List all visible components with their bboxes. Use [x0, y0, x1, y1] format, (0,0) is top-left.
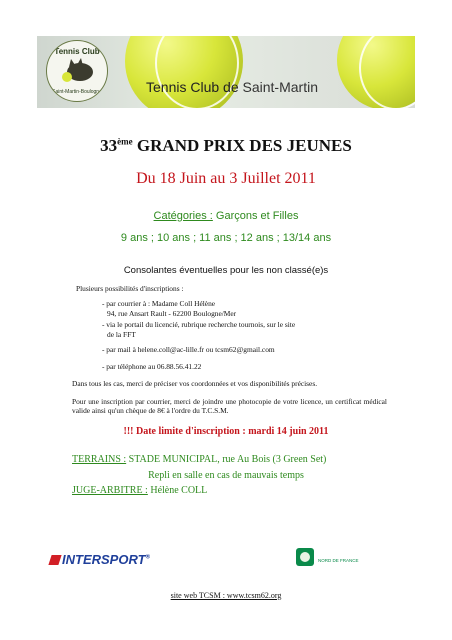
inscription-adresse: 94, rue Ansart Rault - 62200 Boulogne/Mer — [107, 309, 237, 318]
inscription-telephone: - par téléphone au 06.88.56.41.22 — [102, 362, 202, 371]
website-link[interactable]: site web TCSM : www.tcsm62.org — [170, 591, 282, 600]
inscription-portail-suite: de la FFT — [107, 330, 136, 339]
intersport-text: INTERSPORT — [62, 552, 146, 567]
club-name-prefix: Tennis Club de — [146, 79, 243, 95]
club-name-suffix: Saint-Martin — [242, 79, 318, 95]
categories-line — [0, 210, 452, 222]
logo-top-text: Tennis Club — [54, 47, 100, 56]
event-name: GRAND PRIX DES JEUNES — [132, 136, 352, 155]
deadline-notice: !!! Date limite d'inscription : mardi 14 juin 2011 — [123, 426, 329, 437]
paragraph-courrier: Pour une inscription par courrier, merci de joindre une photocopie de votre licence, un certificat médical valide ainsi qu'un chèque de 8€ à l'ordre du T.C.S.M. — [72, 397, 387, 415]
logo-bottom-text: Saint-Martin-Boulogne — [52, 89, 102, 95]
repli-note: Repli en salle en cas de mauvais temps — [148, 470, 304, 481]
edition-superscript: ème — [117, 136, 133, 147]
credit-agricole-icon — [296, 548, 314, 566]
inscriptions-intro: Plusieurs possibilités d'inscriptions : — [76, 284, 184, 293]
consolantes-note: Consolantes éventuelles pour les non classé(e)s — [123, 265, 329, 276]
terrains-label: TERRAINS : — [72, 454, 127, 465]
juge-arbitre-label: JUGE-ARBITRE : — [72, 485, 148, 496]
credit-agricole-text: NORD DE FRANCE — [318, 558, 359, 563]
event-dates: Du 18 Juin au 3 Juillet 2011 — [136, 170, 316, 187]
categories-label: Catégories : — [153, 210, 213, 222]
inscription-portail: - via le portail du licencié, rubrique recherche tournois, sur le site — [102, 320, 296, 329]
paragraph-coordonnees: Dans tous les cas, merci de préciser vos coordonnées et vos disponibilités précises. — [72, 379, 318, 388]
intersport-mark-icon — [48, 555, 61, 565]
inscription-courrier: - par courrier à : Madame Coll Hélène — [102, 299, 216, 308]
juge-arbitre-line — [72, 485, 207, 496]
terrains-value: STADE MUNICIPAL, rue Au Bois (3 Green Set) — [126, 454, 327, 465]
terrains-line — [72, 454, 326, 465]
inscription-mail: - par mail à helene.coll@ac-lille.fr ou tcsm62@gmail.com — [102, 345, 275, 354]
club-name — [146, 79, 318, 95]
event-title — [0, 136, 452, 156]
juge-arbitre-value: Hélène COLL — [147, 485, 208, 496]
edition-number: 33 — [100, 136, 118, 155]
intersport-logo — [50, 552, 150, 567]
registered-mark: ® — [145, 554, 150, 561]
credit-agricole-logo — [296, 548, 374, 572]
club-logo — [46, 40, 108, 102]
age-groups: 9 ans ; 10 ans ; 11 ans ; 12 ans ; 13/14 ans — [120, 232, 332, 244]
categories-value: Garçons et Filles — [212, 210, 299, 222]
